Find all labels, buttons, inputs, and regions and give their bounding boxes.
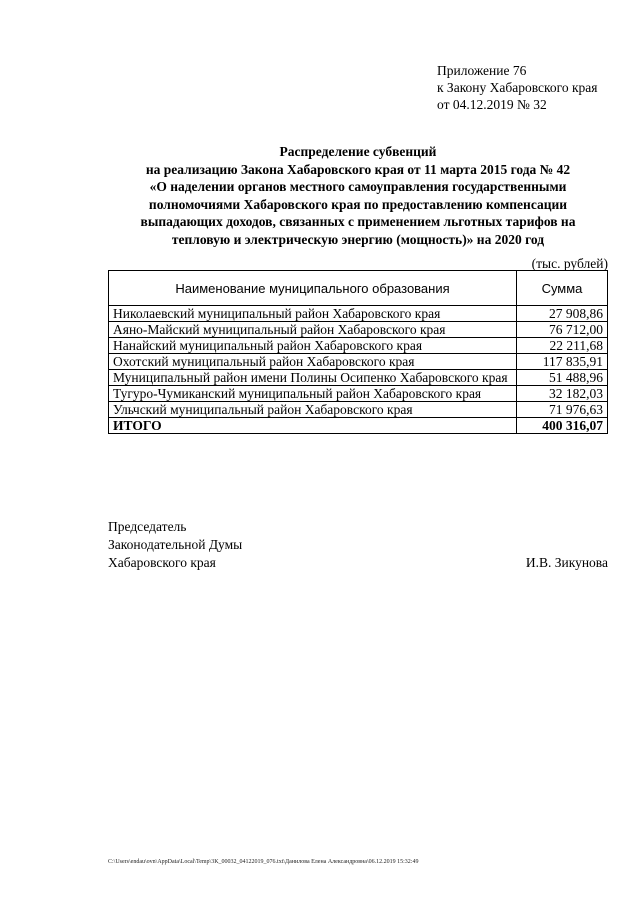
title-line-6: тепловую и электрическую энергию (мощность)» на 2020 год [171,231,545,247]
signature-line-1: Председатель [108,519,187,534]
row-name: Николаевский муниципальный район Хабаровского края [109,306,517,322]
row-name: Муниципальный район имени Полины Осипенко Хабаровского края [109,370,517,386]
title-line-3: «О наделении органов местного самоуправления государственными [149,179,567,194]
title-line-4: полномочиями Хабаровского края по предоставлению компенсации [148,196,568,212]
appendix-block [437,62,598,113]
row-sum: 27 908,86 [517,306,608,322]
row-name: Охотский муниципальный район Хабаровского края [109,354,517,370]
subsidy-table [108,270,608,434]
file-path-footer: C:\Users\endau\ovn\AppData\Local\Temp\3K_00032_04122019_076.txt\Данилова Елена Александровна\06.12.2019 15:32:49 [108,859,419,865]
title-line-1: Распределение субвенций [279,144,437,159]
title-line-5: выпадающих доходов, связанных с применением льготных тарифов на [140,214,576,229]
row-sum: 76 712,00 [517,322,608,338]
document-title [108,143,608,248]
table-row [109,402,608,418]
signature-line-3: Хабаровского края [108,555,216,570]
unit-label: (тыс. рублей) [531,256,608,271]
row-sum: 51 488,96 [517,370,608,386]
appendix-line-2: к Закону Хабаровского края [437,80,598,95]
table-row [109,354,608,370]
table-header-row [109,271,608,306]
row-sum: 22 211,68 [517,338,608,354]
row-sum: 117 835,91 [517,354,608,370]
row-name: Тугуро-Чумиканский муниципальный район Хабаровского края [109,386,517,402]
header-sum: Сумма [517,271,608,306]
appendix-line-3: от 04.12.2019 № 32 [437,97,547,112]
title-line-2: на реализацию Закона Хабаровского края от 11 марта 2015 года № 42 [145,161,571,177]
total-label: ИТОГО [109,418,517,434]
table-row [109,386,608,402]
table-row [109,306,608,322]
row-name: Ульчский муниципальный район Хабаровского края [109,402,517,418]
signatory-name: И.В. Зикунова [525,555,608,570]
header-name: Наименование муниципального образования [109,271,517,306]
signature-block [108,518,242,572]
total-sum: 400 316,07 [517,418,608,434]
appendix-line-1: Приложение 76 [437,63,527,78]
row-name: Нанайский муниципальный район Хабаровского края [109,338,517,354]
table-row [109,322,608,338]
table-row [109,370,608,386]
row-sum: 71 976,63 [517,402,608,418]
table-row [109,338,608,354]
row-name: Аяно-Майский муниципальный район Хабаровского края [109,322,517,338]
table-total-row [109,418,608,434]
signature-line-2: Законодательной Думы [108,537,243,552]
row-sum: 32 182,03 [517,386,608,402]
